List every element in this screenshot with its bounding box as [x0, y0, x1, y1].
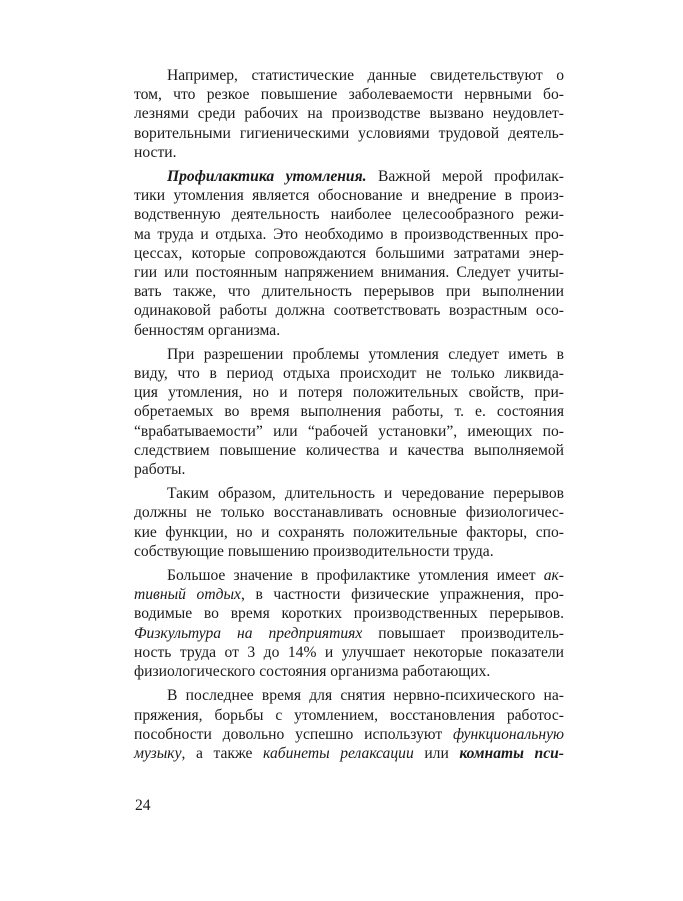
text-line	[134, 523, 564, 542]
italic-text: Физкультура на предприятиях	[134, 624, 363, 642]
text-line	[134, 744, 564, 763]
text-run: , а также	[181, 744, 264, 762]
text-run: Таким образом, длительность и чередование перерывов	[167, 485, 564, 503]
italic-text: кабинеты релаксации	[263, 744, 414, 762]
text-line	[134, 402, 564, 421]
bold-italic-text: комнаты пси-	[459, 744, 564, 762]
text-line	[134, 263, 564, 282]
text-line	[134, 503, 564, 522]
text-line	[134, 706, 564, 725]
text-line	[134, 364, 564, 383]
text-line	[134, 104, 564, 123]
text-run: ности.	[134, 143, 177, 161]
text-line	[134, 124, 564, 143]
text-run: , в частности физические упражнения, про-	[240, 586, 564, 604]
text-run: обретаемых во время выполнения работы, т. е. состояния	[134, 403, 564, 421]
text-line	[134, 566, 564, 585]
text-line	[134, 725, 564, 744]
text-run: “врабатываемости” или “рабочей установки”, имеющих по-	[134, 422, 564, 440]
italic-text: функциональную	[453, 725, 564, 743]
text-line	[134, 186, 564, 205]
text-run: кие функции, но и сохранять положительные факторы, спо-	[134, 523, 564, 541]
text-run: тики утомления является обоснование и внедрение в произ-	[134, 187, 564, 205]
text-run: Большое значение в профилактике утомления имеет	[167, 567, 544, 585]
text-run: должны не только восстанавливать основные физиологичес-	[134, 504, 564, 522]
text-line	[134, 282, 564, 301]
text-run: ма труда и отдыха. Это необходимо в производственных про-	[134, 225, 564, 243]
text-run: водственную деятельность наиболее целесообразного режи-	[134, 206, 564, 224]
text-run: ворительными гигиеническими условиями трудовой деятель-	[134, 124, 564, 142]
text-line	[134, 225, 564, 244]
text-run: водимые во время коротких производственных перерывов.	[134, 605, 564, 623]
text-line	[134, 484, 564, 503]
text-line	[134, 167, 564, 186]
italic-text: музыку	[134, 744, 182, 762]
text-line	[134, 686, 564, 705]
text-run: работы.	[134, 461, 186, 479]
text-run: лезнями среди рабочих на производстве вызвано неудовлет-	[134, 105, 564, 123]
text-run: физиологического состояния организма работающих.	[134, 663, 491, 681]
paragraph	[134, 167, 564, 340]
text-line	[134, 66, 564, 85]
text-run: ность труда от 3 до 14% и улучшает некоторые показатели	[134, 643, 564, 661]
text-run: повышает производитель-	[362, 624, 564, 642]
text-line	[134, 604, 564, 623]
text-run: пряжения, борьбы с утомлением, восстановления работос-	[134, 706, 564, 724]
text-line	[134, 460, 564, 479]
text-run: Важной мерой профилак-	[366, 168, 565, 186]
page-number: 24	[135, 797, 151, 814]
text-run: В последнее время для снятия нервно-психического на-	[167, 687, 564, 705]
text-run: собствующие повышению производительности труда.	[134, 542, 494, 560]
text-line	[134, 85, 564, 104]
text-run: том, что резкое повышение заболеваемости нервными бо-	[134, 86, 564, 104]
paragraph	[134, 484, 564, 561]
text-line	[134, 321, 564, 340]
text-run: или	[413, 744, 460, 762]
italic-text: тивный отдых	[134, 586, 241, 604]
text-line	[134, 441, 564, 460]
text-line	[134, 345, 564, 364]
text-line	[134, 643, 564, 662]
text-run: гии или постоянным напряжением внимания. Следует учиты-	[134, 264, 564, 282]
text-line	[134, 624, 564, 643]
text-line	[134, 143, 564, 162]
text-line	[134, 662, 564, 681]
paragraph	[134, 345, 564, 479]
paragraph	[134, 566, 564, 681]
text-line	[134, 383, 564, 402]
text-line	[134, 205, 564, 224]
paragraph	[134, 686, 564, 763]
text-line	[134, 542, 564, 561]
text-run: вать также, что длительность перерывов при выполнении	[134, 283, 564, 301]
text-run: При разрешении проблемы утомления следует иметь в	[167, 345, 564, 363]
text-run: виду, что в период отдыха происходит не только ликвида-	[134, 365, 564, 383]
text-line	[134, 301, 564, 320]
text-run: одинаковой работы должна соответствовать возрастным осо-	[134, 302, 564, 320]
text-run: бенностям организма.	[134, 321, 281, 339]
text-run: Например, статистические данные свидетельствуют о	[167, 67, 564, 84]
text-run: ция утомления, но и потеря положительных свойств, при-	[134, 384, 564, 402]
text-run: пособности довольно успешно используют	[134, 725, 454, 743]
text-line	[134, 244, 564, 263]
italic-text: ак-	[543, 567, 564, 585]
paragraph	[134, 66, 564, 162]
text-line	[134, 585, 564, 604]
text-line	[134, 422, 564, 441]
book-page	[134, 66, 564, 768]
text-run: цессах, которые сопровождаются большими затратами энер-	[134, 244, 564, 262]
text-run: следствием повышение количества и качества выполняемой	[134, 441, 564, 459]
bold-italic-text: Профилактика утомления.	[167, 168, 367, 186]
